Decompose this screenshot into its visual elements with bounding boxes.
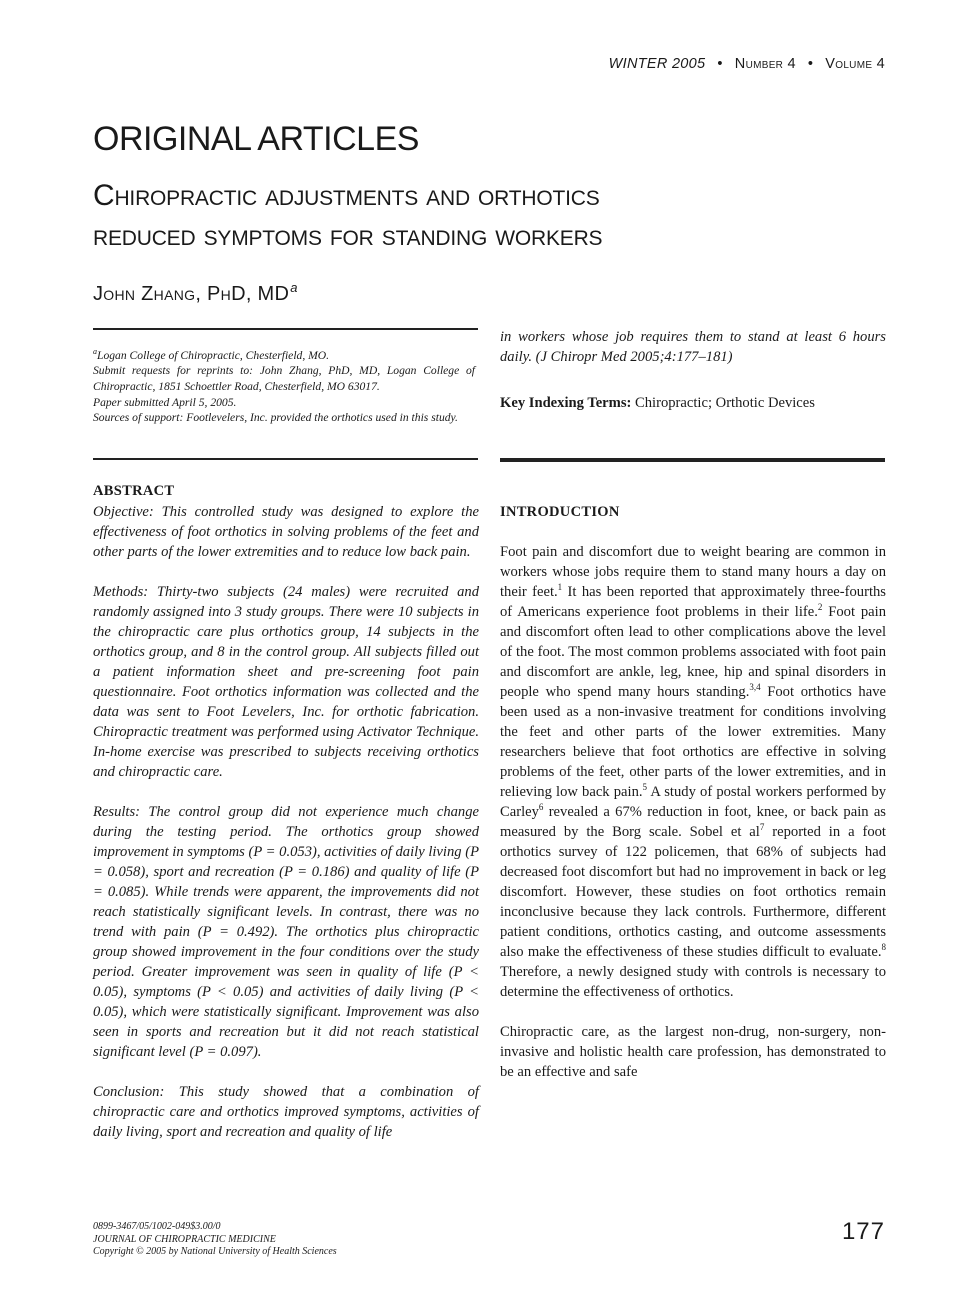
- citation-ref: 3,4: [749, 682, 761, 692]
- article-title: [93, 176, 893, 256]
- key-indexing-terms: [500, 393, 886, 413]
- affiliation-institution: $^a$Logan College of Chiropractic, Chesterfield, MO.: [93, 347, 330, 362]
- running-header: [480, 56, 885, 72]
- support-sources-note: Sources of support: Footlevelers, Inc. provided the orthotics used in this study.: [93, 411, 458, 425]
- citation-ref: 2: [817, 602, 823, 612]
- affiliation-marker: a: [93, 347, 97, 356]
- citation-ref: 6: [538, 802, 544, 812]
- introduction-body: [500, 542, 886, 1102]
- footer-copyright: Copyright © 2005 by National University of Health Sciences: [93, 1246, 337, 1257]
- section-label: ORIGINAL ARTICLES: [93, 120, 419, 158]
- header-separator: •: [717, 56, 723, 72]
- introduction-paragraph-1: Foot pain and discomfort due to weight bearing are common in workers whose jobs require them to stand many hours a day on their feet.$^1$ It has been reported that approximately three-fourths of Americans experience foot problems in their life.$^2$ Foot pain and discomfort often lead to other complications above the level of the foot. The most common problems associated with foot pain and discomfort are ankle, leg, knee, hip and spinal disorders in people who spend many hours standing.$^{3,4}$ Foot orthotics have been used as a non-invasive treatment for conditions involving the feet and other parts of the lower extremities. Many researchers believe that foot orthotics are effective in solving problems of the feet, other parts of the lower extremities, and in relieving low back pain.$^5$ A study of postal workers performed by Carley$^6$ revealed a 67% reduction in foot, knee, or back pain as measured by the Borg scale. Sobel et $al^7$ reported in a foot orthotics survey of 122 policemen, that 68% of subjects had decreased foot discomfort but had no improvement in back or leg discomfort. However, these studies on foot orthotics remain inconclusive because they lack controls. Furthermore, different patient conditions, orthotics casting, and outcome assessments also make the effectiveness of these studies difficult to evaluate.$^8$ Therefore, a newly designed study with controls is necessary to determine the effectiveness of orthotics.: [500, 544, 887, 1000]
- article-title-line-2: reduced symptoms for standing workers: [93, 219, 603, 252]
- key-terms-text: Chiropractic; Orthotic Devices: [635, 395, 815, 411]
- article-title-line-1: Chiropractic adjustments and orthotics: [93, 179, 600, 212]
- abstract-heading: ABSTRACT: [93, 483, 175, 499]
- page-number: 177: [841, 1218, 885, 1245]
- introduction-heading: INTRODUCTION: [500, 504, 620, 520]
- abstract-conclusion-continued: in workers whose job requires them to stand at least 6 hours daily. (J Chiropr Med 2005;4:177–181): [500, 329, 886, 365]
- submission-date-note: Paper submitted April 5, 2005.: [93, 395, 237, 409]
- citation-ref: 5: [642, 782, 648, 792]
- affiliation-notes: [93, 344, 475, 426]
- citation-ref: 8: [881, 942, 886, 952]
- footer-issn: 0899-3467/05/1002-049$3.00/0: [93, 1221, 221, 1232]
- footer-journal-name: JOURNAL OF CHIROPRACTIC MEDICINE: [93, 1233, 276, 1245]
- abstract-objective: Objective: This controlled study was designed to explore the effectiveness of foot orthotics in solving problems of the feet and other parts of the lower extremities and to reduce low back pain.: [93, 504, 479, 560]
- footer-publication-info: [93, 1221, 473, 1259]
- author-line: [93, 280, 298, 306]
- author-name: John Zhang, PhD, MD: [93, 283, 290, 305]
- abstract-conclusion: Conclusion: This study showed that a combination of chiropractic care and orthotics improved symptoms, activities of daily living, sport and recreation and quality of life: [93, 1084, 479, 1140]
- citation-ref: 1: [557, 582, 563, 592]
- abstract-end-rule: [500, 458, 885, 462]
- key-terms-label: Key Indexing Terms:: [500, 395, 632, 411]
- affiliation-top-rule: [93, 328, 478, 330]
- introduction-paragraph-2: Chiropractic care, as the largest non-drug, non-surgery, non-invasive and holistic health care profession, has demonstrated to be an effective and safe: [500, 1024, 886, 1080]
- citation-ref: 7: [759, 822, 765, 832]
- abstract-results: Results: The control group did not experience much change during the testing period. The orthotics group showed improvement in symptoms (P = 0.053), activities of daily living (P = 0.058), sport and recreation (P = 0.186) and quality of life (P = 0.085). While trends were apparent, the improvements did not reach statistically significant levels. In contrast, there was no trend with pain (P = 0.492). The orthotics plus chiropractic group showed improvement in the four conditions over the study period. Greater improvement was seen in quality of life (P < 0.05), symptoms (P < 0.05) and activities of daily living (P < 0.05), which were statistically significant. Improvement was also seen in sports and recreation but it did not reach statistical significant level (P = 0.097).: [93, 804, 479, 1060]
- issue-season: WINTER 2005: [608, 56, 706, 72]
- affiliation-bottom-rule: [93, 458, 478, 460]
- reprint-request-note: Submit requests for reprints to: John Zhang, PhD, MD, Logan College of Chiropractic, 1851 Schoettler Road, Chesterfield, MO 63017.: [93, 364, 475, 394]
- abstract-section: [93, 481, 479, 1162]
- issue-number: Number 4: [734, 56, 796, 72]
- abstract-methods: Methods: Thirty-two subjects (24 males) were recruited and randomly assigned into 3 study groups. There were 10 subjects in the chiropractic care plus orthotics group, 14 subjects in the orthotics group, and 8 in the control group. All subjects filled out a patient information sheet and pre-screening foot pain questionnaire. Foot orthotics information was collected and the data was sent to Foot Levelers, Inc. for orthotic fabrication. Chiropractic treatment was performed using Activator Technique. In-home exercise was prescribed to subjects receiving orthotics and chiropractic care.: [93, 584, 479, 780]
- author-affiliation-marker: a: [290, 280, 298, 295]
- volume-number: Volume 4: [825, 56, 885, 72]
- header-separator: •: [807, 56, 814, 72]
